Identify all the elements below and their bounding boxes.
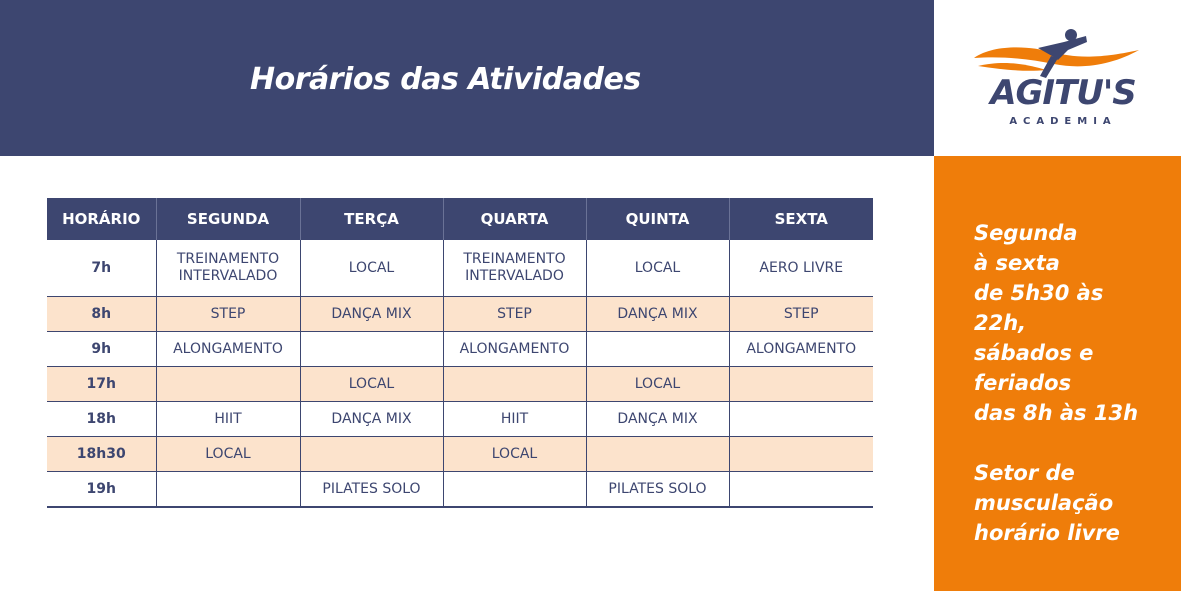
activity-cell bbox=[156, 472, 300, 508]
activity-cell: TREINAMENTO INTERVALADO bbox=[443, 240, 586, 297]
table-row bbox=[47, 240, 873, 297]
activity-cell bbox=[729, 437, 873, 472]
table-row bbox=[47, 437, 873, 472]
time-cell: 18h30 bbox=[47, 437, 156, 472]
activity-cell: HIIT bbox=[156, 402, 300, 437]
hours-line: feriados bbox=[974, 371, 1072, 395]
hours-line: de 5h30 às bbox=[974, 281, 1104, 305]
hours-line: Segunda bbox=[974, 221, 1078, 245]
activity-cell bbox=[729, 402, 873, 437]
activity-cell bbox=[729, 472, 873, 508]
activity-cell: DANÇA MIX bbox=[300, 297, 443, 332]
table-row bbox=[47, 367, 873, 402]
time-cell: 17h bbox=[47, 367, 156, 402]
activity-cell: HIIT bbox=[443, 402, 586, 437]
activity-cell: LOCAL bbox=[586, 367, 729, 402]
activity-cell: LOCAL bbox=[300, 367, 443, 402]
gym-line: Setor de bbox=[974, 461, 1075, 485]
activity-cell: PILATES SOLO bbox=[586, 472, 729, 508]
hours-line: das 8h às 13h bbox=[974, 401, 1139, 425]
column-header-thursday: QUINTA bbox=[586, 198, 729, 240]
activity-cell bbox=[729, 367, 873, 402]
hours-info bbox=[974, 218, 1138, 548]
hours-line: 22h, bbox=[974, 311, 1027, 335]
hours-line: à sexta bbox=[974, 251, 1060, 275]
column-header-wednesday: QUARTA bbox=[443, 198, 586, 240]
column-header-time: HORÁRIO bbox=[47, 198, 156, 240]
table-row bbox=[47, 402, 873, 437]
activity-cell: ALONGAMENTO bbox=[443, 332, 586, 367]
info-panel bbox=[934, 156, 1181, 591]
activity-cell: LOCAL bbox=[586, 240, 729, 297]
activity-cell: DANÇA MIX bbox=[586, 402, 729, 437]
activity-cell: ALONGAMENTO bbox=[729, 332, 873, 367]
activity-cell: STEP bbox=[729, 297, 873, 332]
activity-cell bbox=[300, 332, 443, 367]
schedule-table bbox=[47, 198, 873, 508]
column-header-friday: SEXTA bbox=[729, 198, 873, 240]
activity-cell: DANÇA MIX bbox=[300, 402, 443, 437]
column-header-tuesday: TERÇA bbox=[300, 198, 443, 240]
activity-cell: TREINAMENTO INTERVALADO bbox=[156, 240, 300, 297]
time-cell: 18h bbox=[47, 402, 156, 437]
activity-cell bbox=[156, 367, 300, 402]
activity-cell: PILATES SOLO bbox=[300, 472, 443, 508]
column-header-monday: SEGUNDA bbox=[156, 198, 300, 240]
table-row bbox=[47, 332, 873, 367]
activity-cell bbox=[443, 472, 586, 508]
activity-cell: STEP bbox=[156, 297, 300, 332]
table-header-row bbox=[47, 198, 873, 240]
table-row bbox=[47, 472, 873, 508]
time-cell: 8h bbox=[47, 297, 156, 332]
activity-cell: LOCAL bbox=[443, 437, 586, 472]
activity-cell: AERO LIVRE bbox=[729, 240, 873, 297]
logo-subtitle: ACADEMIA bbox=[1009, 116, 1117, 127]
time-cell: 9h bbox=[47, 332, 156, 367]
header-band bbox=[0, 0, 934, 156]
activity-cell: DANÇA MIX bbox=[586, 297, 729, 332]
table-row bbox=[47, 297, 873, 332]
activity-cell bbox=[443, 367, 586, 402]
activity-cell: LOCAL bbox=[156, 437, 300, 472]
activity-cell bbox=[586, 332, 729, 367]
activity-cell: LOCAL bbox=[300, 240, 443, 297]
gym-line: musculação bbox=[974, 491, 1114, 515]
logo-name: AGITU'S bbox=[990, 73, 1136, 113]
activity-cell: ALONGAMENTO bbox=[156, 332, 300, 367]
activity-cell bbox=[300, 437, 443, 472]
time-cell: 7h bbox=[47, 240, 156, 297]
gym-line: horário livre bbox=[974, 521, 1120, 545]
page-title: Horários das Atividades bbox=[250, 62, 641, 97]
activity-cell: STEP bbox=[443, 297, 586, 332]
activity-cell bbox=[586, 437, 729, 472]
time-cell: 19h bbox=[47, 472, 156, 508]
hours-line: sábados e bbox=[974, 341, 1094, 365]
